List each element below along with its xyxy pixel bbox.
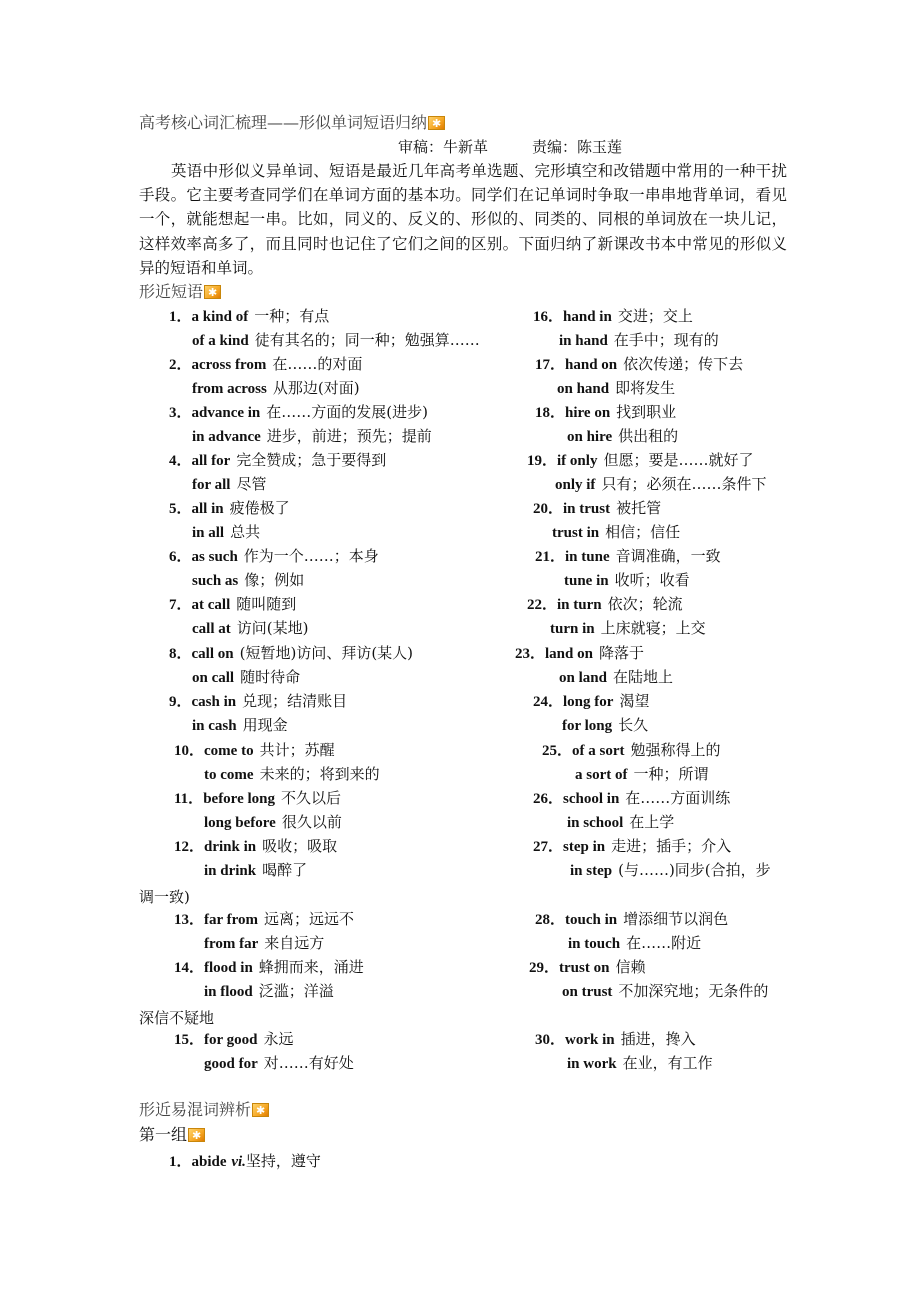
phrase-en: for good	[204, 1032, 258, 1048]
phrase-cn: 供出租的	[618, 427, 679, 445]
phrase-cn: 随时待命	[240, 668, 301, 686]
left-entry-main	[174, 740, 335, 761]
item-number: 17．	[535, 357, 566, 373]
phrase-en: all for	[191, 453, 231, 469]
phrase-cn: 在……的对面	[272, 355, 363, 373]
left-entry-main	[169, 498, 290, 519]
item-number: 21．	[535, 549, 566, 565]
phrase-en: of a kind	[192, 333, 249, 349]
phrase-cn: 依次；轮流	[607, 595, 683, 613]
phrase-en: such as	[192, 573, 239, 589]
right-entry-main	[533, 498, 661, 519]
phrase-cn: 共计；苏醒	[259, 741, 335, 759]
right-entry-main	[533, 306, 693, 327]
phrase-en: in drink	[204, 863, 257, 879]
phrase-en: tune in	[564, 573, 609, 589]
right-entry-pair	[575, 764, 709, 785]
item-number: 27．	[533, 839, 564, 855]
phrase-cn: 在……方面训练	[625, 789, 731, 807]
section-heading-phrases: 形近短语✱	[139, 282, 221, 302]
left-entry-pair	[192, 570, 304, 591]
right-entry-pair	[550, 618, 706, 639]
phrase-cn: 尽管	[236, 475, 267, 493]
right-entry-pair	[555, 474, 766, 495]
phrase-cn: 依次传递；传下去	[623, 355, 744, 373]
item-number: 5．	[169, 501, 192, 517]
phrase-en: drink in	[204, 839, 257, 855]
left-entry-main	[174, 909, 354, 930]
right-entry-main	[527, 594, 683, 615]
right-entry-pair	[562, 715, 648, 736]
phrase-en: step in	[563, 839, 606, 855]
phrase-en: hand in	[563, 309, 612, 325]
phrase-en: call at	[192, 621, 231, 637]
item-number: 14．	[174, 960, 205, 976]
phrase-en: in school	[567, 815, 624, 831]
phrase-en: on trust	[562, 984, 613, 1000]
phrase-en: across from	[191, 357, 267, 373]
phrase-en: if only	[557, 453, 598, 469]
phrase-en: flood in	[204, 960, 253, 976]
left-entry-main	[169, 450, 386, 471]
left-entry-pair	[192, 618, 308, 639]
item-number: 23．	[515, 646, 546, 662]
phrase-cn: 在手中；现有的	[613, 331, 719, 349]
item-number: 1．	[169, 309, 192, 325]
phrase-en: cash in	[191, 694, 237, 710]
item-number: 7．	[169, 597, 192, 613]
right-entry-pair	[552, 522, 680, 543]
phrase-cn: 从那边(对面)	[272, 379, 360, 397]
phrase-en: in step	[570, 863, 613, 879]
phrase-cn: 来自远方	[264, 934, 325, 952]
item-number: 10．	[174, 743, 205, 759]
item-number: 6．	[169, 549, 192, 565]
phrase-cn: 渴望	[619, 692, 650, 710]
phrase-en: all in	[191, 501, 224, 517]
phrase-cn: 找到职业	[616, 403, 677, 421]
left-entry-main	[174, 788, 341, 809]
item-number: 29．	[529, 960, 560, 976]
item-number: 16．	[533, 309, 564, 325]
right-entry-main	[527, 450, 753, 471]
item-number: 26．	[533, 791, 564, 807]
item-27-continuation: 调一致)	[139, 888, 190, 906]
phrase-en: long for	[563, 694, 614, 710]
phrase-en: in flood	[204, 984, 253, 1000]
phrase-en: come to	[204, 743, 254, 759]
phrase-en: call on	[191, 646, 234, 662]
phrase-cn: 兑现；结清账目	[242, 692, 348, 710]
phrase-cn: 增添细节以润色	[623, 910, 729, 928]
item-number: 8．	[169, 646, 192, 662]
phrase-cn: 插进，搀入	[620, 1030, 696, 1048]
phrase-en: in work	[567, 1056, 617, 1072]
left-entry-pair	[192, 715, 288, 736]
phrase-cn: 在……附近	[626, 934, 702, 952]
phrase-cn: 永远	[263, 1030, 294, 1048]
phrase-cn: 被托管	[616, 499, 662, 517]
left-entry-pair	[204, 812, 342, 833]
left-entry-main	[174, 1029, 294, 1050]
sticker-icon	[252, 1103, 269, 1117]
left-entry-main	[169, 594, 296, 615]
phrase-cn: 交进；交上	[617, 307, 693, 325]
phrase-cn: 在业，有工作	[622, 1054, 713, 1072]
phrase-cn: 音调准确，一致	[615, 547, 721, 565]
phrase-en: from across	[192, 381, 267, 397]
phrase-cn: 走进；插手；介入	[611, 837, 732, 855]
phrase-en: in cash	[192, 718, 237, 734]
phrase-cn: 喝醉了	[262, 861, 308, 879]
left-entry-pair	[204, 981, 334, 1002]
phrase-en: only if	[555, 477, 596, 493]
phrase-cn: 不加深究地；无条件的	[618, 982, 769, 1000]
intro-paragraph: 英语中形似义异单词、短语是最近几年高考单选题、完形填空和改错题中常用的一种干扰手段。它主要考查同学们在单词方面的基本功。同学们在记单词时争取一串串地背单词，看见一个，就能想起一串。比如，同义的、反义的、形似的、同类的、同根的单词放在一块儿记，这样效率高多了，而且同时也记住了它们之间的区别。下面归纳了新课改书本中常见的形似义异的短语和单词。	[139, 162, 787, 277]
left-entry-pair	[204, 933, 324, 954]
phrase-en: for long	[562, 718, 613, 734]
left-entry-main	[174, 957, 364, 978]
phrase-en: in advance	[192, 429, 261, 445]
left-entry-main	[169, 354, 362, 375]
sticker-icon	[428, 116, 445, 130]
phrase-cn: 像；例如	[244, 571, 305, 589]
phrase-cn: 一种；有点	[254, 307, 330, 325]
item-number: 4．	[169, 453, 192, 469]
item-number: 28．	[535, 912, 566, 928]
item-number: 15．	[174, 1032, 205, 1048]
phrase-cn: 进步，前进；预先；提前	[266, 427, 432, 445]
item-number: 18．	[535, 405, 566, 421]
item-number: 3．	[169, 405, 192, 421]
phrase-cn: 用现金	[242, 716, 288, 734]
reviewer: 审稿：牛新革	[398, 138, 489, 156]
phrase-cn: 信赖	[615, 958, 646, 976]
right-entry-main	[529, 957, 645, 978]
section-heading-words: 形近易混词辨析✱	[139, 1100, 269, 1120]
phrase-cn: 未来的；将到来的	[259, 765, 380, 783]
phrase-en: in all	[192, 525, 225, 541]
phrase-cn: 长久	[618, 716, 649, 734]
phrase-cn: (与……)同步(合拍，步	[618, 861, 771, 879]
phrase-en: trust on	[559, 960, 610, 976]
left-entry-pair	[192, 474, 266, 495]
group-heading: 第一组✱	[139, 1125, 205, 1145]
phrase-cn: 对……有好处	[263, 1054, 354, 1072]
left-entry-pair	[204, 1053, 354, 1074]
right-entry-pair	[564, 570, 690, 591]
left-entry-pair	[204, 764, 380, 785]
word-entry: 1．abide vi.坚持，遵守	[169, 1152, 321, 1170]
right-entry-main	[535, 909, 728, 930]
right-entry-pair	[570, 860, 771, 881]
item-number: 22．	[527, 597, 558, 613]
phrase-en: touch in	[565, 912, 618, 928]
right-entry-pair	[557, 378, 675, 399]
left-entry-main	[169, 546, 379, 567]
item-number: 24．	[533, 694, 564, 710]
phrase-en: on land	[559, 670, 607, 686]
right-entry-main	[535, 1029, 696, 1050]
phrase-en: in trust	[563, 501, 611, 517]
phrase-en: of a sort	[572, 743, 625, 759]
right-entry-pair	[562, 981, 768, 1002]
phrase-en: on hand	[557, 381, 610, 397]
item-number: 12．	[174, 839, 205, 855]
phrase-cn: 即将发生	[615, 379, 676, 397]
phrase-en: trust in	[552, 525, 600, 541]
left-entry-main	[174, 836, 337, 857]
phrase-en: hand on	[565, 357, 618, 373]
left-entry-main	[169, 306, 329, 327]
editor: 责编：陈玉莲	[532, 138, 623, 156]
right-entry-pair	[567, 1053, 713, 1074]
phrase-cn: 吸收；吸取	[262, 837, 338, 855]
phrase-en: on call	[192, 670, 235, 686]
right-entry-pair	[559, 330, 719, 351]
right-entry-main	[533, 788, 730, 809]
phrase-en: from far	[204, 936, 259, 952]
right-entry-pair	[567, 812, 674, 833]
item-number: 9．	[169, 694, 192, 710]
right-entry-main	[535, 402, 676, 423]
phrase-cn: 勉强称得上的	[630, 741, 721, 759]
phrase-cn: 一种；所谓	[633, 765, 709, 783]
phrase-cn: 作为一个……；本身	[243, 547, 379, 565]
phrase-en: as such	[191, 549, 238, 565]
left-entry-pair	[192, 522, 260, 543]
left-entry-main	[169, 691, 347, 712]
phrase-en: at call	[191, 597, 231, 613]
phrase-en: before long	[203, 791, 275, 807]
left-entry-pair	[204, 860, 307, 881]
phrase-en: in hand	[559, 333, 608, 349]
item-29-continuation: 深信不疑地	[139, 1009, 215, 1027]
phrase-cn: 很久以前	[281, 813, 342, 831]
phrase-en: turn in	[550, 621, 595, 637]
phrase-cn: 但愿；要是……就好了	[603, 451, 754, 469]
item-number: 11．	[174, 791, 204, 807]
document-title: 高考核心词汇梳理——形似单词短语归纳✱	[139, 113, 445, 133]
item-number: 20．	[533, 501, 564, 517]
left-entry-main	[169, 402, 428, 423]
left-entry-main	[169, 643, 413, 664]
phrase-cn: 上床就寝；上交	[600, 619, 706, 637]
phrase-en: work in	[565, 1032, 615, 1048]
phrase-cn: 相信；信任	[605, 523, 681, 541]
phrase-cn: 远离；远远不	[264, 910, 355, 928]
phrase-cn: 访问(某地)	[236, 619, 309, 637]
phrase-cn: 蜂拥而来，涌进	[258, 958, 364, 976]
item-number: 13．	[174, 912, 205, 928]
phrase-cn: 完全赞成；急于要得到	[236, 451, 387, 469]
phrase-en: school in	[563, 791, 620, 807]
phrase-cn: 随叫随到	[236, 595, 297, 613]
phrase-cn: 在……方面的发展(进步)	[266, 403, 428, 421]
right-entry-main	[533, 691, 649, 712]
phrase-cn: (短暂地)访问、拜访(某人)	[239, 644, 414, 662]
phrase-cn: 收听；收看	[614, 571, 690, 589]
phrase-cn: 徒有其名的；同一种；勉强算……	[254, 331, 480, 349]
sticker-icon	[204, 285, 221, 299]
right-entry-main	[533, 836, 731, 857]
right-entry-pair	[568, 933, 701, 954]
phrase-cn: 不久以后	[281, 789, 342, 807]
phrase-en: far from	[204, 912, 259, 928]
right-entry-main	[515, 643, 644, 664]
phrase-en: long before	[204, 815, 276, 831]
item-number: 19．	[527, 453, 558, 469]
right-entry-main	[535, 546, 721, 567]
item-number: 2．	[169, 357, 192, 373]
left-entry-pair	[192, 426, 432, 447]
phrase-cn: 总共	[230, 523, 261, 541]
right-entry-main	[542, 740, 721, 761]
left-entry-pair	[192, 330, 480, 351]
phrase-en: a kind of	[191, 309, 249, 325]
phrase-en: for all	[192, 477, 231, 493]
right-entry-pair	[567, 426, 678, 447]
phrase-en: land on	[545, 646, 593, 662]
phrase-cn: 泛滥；洋溢	[258, 982, 334, 1000]
phrase-en: a sort of	[575, 767, 628, 783]
phrase-en: good for	[204, 1056, 258, 1072]
phrase-en: in touch	[568, 936, 621, 952]
right-entry-main	[535, 354, 743, 375]
byline	[398, 137, 622, 157]
right-entry-pair	[559, 667, 673, 688]
phrase-en: on hire	[567, 429, 613, 445]
phrase-cn: 只有；必须在……条件下	[601, 475, 767, 493]
left-entry-pair	[192, 667, 300, 688]
phrase-cn: 疲倦极了	[229, 499, 290, 517]
item-number: 30．	[535, 1032, 566, 1048]
phrase-cn: 降落于	[598, 644, 644, 662]
phrase-cn: 在陆地上	[612, 668, 673, 686]
left-entry-pair	[192, 378, 360, 399]
phrase-en: in turn	[557, 597, 602, 613]
phrase-en: to come	[204, 767, 254, 783]
phrase-en: in tune	[565, 549, 610, 565]
item-number: 25．	[542, 743, 573, 759]
phrase-en: hire on	[565, 405, 611, 421]
sticker-icon	[188, 1128, 205, 1142]
phrase-en: advance in	[191, 405, 261, 421]
phrase-cn: 在上学	[629, 813, 675, 831]
